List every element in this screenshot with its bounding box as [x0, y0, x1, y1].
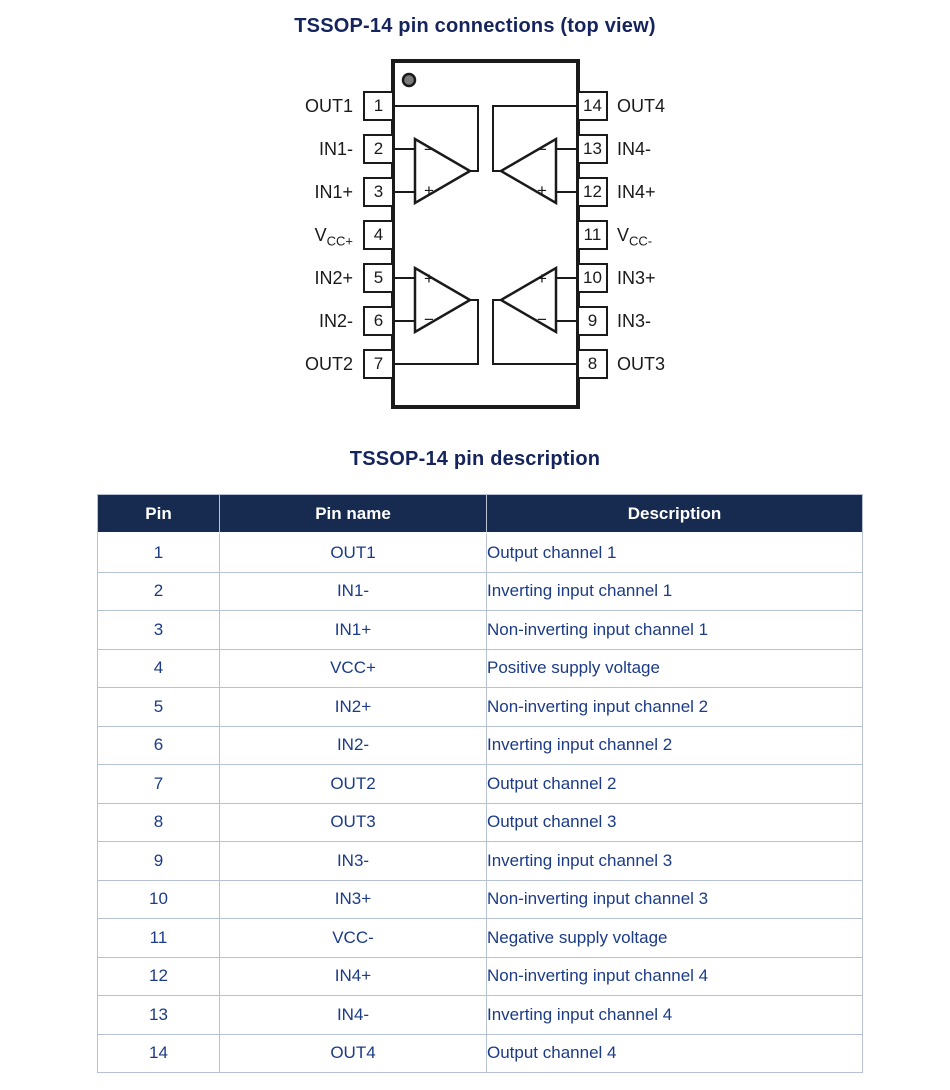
pin-name-cell: IN4+: [220, 957, 487, 996]
pin-label-in2-minus: IN2-: [318, 311, 353, 331]
pin-description-table: [97, 494, 863, 1073]
pin-name-cell: IN2+: [220, 687, 487, 726]
pin-cell: 4: [98, 649, 220, 688]
pin-label-in3-plus: IN3+: [617, 268, 656, 288]
package-artwork: [0, 55, 950, 420]
table-row: [98, 841, 862, 880]
pin-box-2: 2: [363, 134, 394, 164]
pin-name-cell: VCC-: [220, 918, 487, 957]
pin-name-cell: IN1+: [220, 610, 487, 649]
opamp2-plus-sign: +: [424, 269, 434, 288]
pin-name-cell: VCC+: [220, 649, 487, 688]
pin-name-cell: OUT4: [220, 1034, 487, 1073]
pin-box-12: 12: [577, 177, 608, 207]
pin-label-in3-minus: IN3-: [617, 311, 652, 331]
opamp1-minus-sign: −: [424, 140, 434, 159]
pin-box-10: 10: [577, 263, 608, 293]
table-row: [98, 649, 862, 688]
pin-cell: 6: [98, 726, 220, 765]
description-cell: Positive supply voltage: [487, 649, 862, 688]
description-cell: Inverting input channel 2: [487, 726, 862, 765]
description-cell: Output channel 3: [487, 803, 862, 842]
pin-name-cell: IN4-: [220, 995, 487, 1034]
opamp3-plus-sign: +: [537, 269, 547, 288]
pin-cell: 5: [98, 687, 220, 726]
header-pin-name: Pin name: [220, 495, 487, 534]
table-row: [98, 572, 862, 611]
pin-label-vcc-plus: [188, 220, 353, 250]
pin-box-5: 5: [363, 263, 394, 293]
table-row: [98, 726, 862, 765]
pin-label-in2-plus: IN2+: [314, 268, 353, 288]
pin-label-in4-plus: IN4+: [617, 182, 656, 202]
pin-box-4: 4: [363, 220, 394, 250]
vcc-plus-sub: CC+: [326, 233, 353, 249]
opamp4-plus-sign: +: [537, 181, 547, 200]
description-cell: Non-inverting input channel 1: [487, 610, 862, 649]
vcc-minus-sub: CC-: [629, 233, 653, 249]
pin-cell: 14: [98, 1034, 220, 1073]
pin-cell: 12: [98, 957, 220, 996]
description-cell: Output channel 4: [487, 1034, 862, 1073]
pin-cell: 2: [98, 572, 220, 611]
vcc-minus-base: V: [617, 225, 630, 245]
pin-box-13: 13: [577, 134, 608, 164]
description-cell: Inverting input channel 4: [487, 995, 862, 1034]
pin-box-11: 11: [577, 220, 608, 250]
pin-label-out2: OUT2: [304, 354, 353, 374]
table-row: [98, 880, 862, 919]
description-cell: Non-inverting input channel 3: [487, 880, 862, 919]
description-cell: Non-inverting input channel 4: [487, 957, 862, 996]
pin-box-6: 6: [363, 306, 394, 336]
pin-name-cell: IN3-: [220, 841, 487, 880]
table-row: [98, 764, 862, 803]
pin-label-in1-minus: IN1-: [318, 139, 353, 159]
pin-connections-diagram: [0, 55, 950, 420]
pin-name-cell: OUT3: [220, 803, 487, 842]
pin-description-title: TSSOP-14 pin description: [349, 448, 601, 470]
pin-box-8: 8: [577, 349, 608, 379]
pin-box-7: 7: [363, 349, 394, 379]
table-row: [98, 803, 862, 842]
pin-name-cell: OUT1: [220, 534, 487, 572]
table-row: [98, 610, 862, 649]
opamp3-minus-sign: −: [537, 310, 547, 329]
pin-label-vcc-minus: [617, 220, 797, 250]
pin-box-1: 1: [363, 91, 394, 121]
pin-cell: 7: [98, 764, 220, 803]
pin-connections-title: TSSOP-14 pin connections (top view): [294, 15, 656, 37]
pin-label-out1: OUT1: [304, 96, 353, 116]
pin-cell: 11: [98, 918, 220, 957]
header-description: Description: [487, 495, 862, 534]
pin-box-9: 9: [577, 306, 608, 336]
description-cell: Output channel 1: [487, 542, 617, 562]
description-cell: Inverting input channel 3: [487, 841, 862, 880]
pin-box-14: 14: [577, 91, 608, 121]
opamp2-minus-sign: −: [424, 310, 434, 329]
table-header-row: [98, 495, 862, 534]
pin-cell: 13: [98, 995, 220, 1034]
description-cell: Inverting input channel 1: [487, 572, 862, 611]
pin-box-3: 3: [363, 177, 394, 207]
table-row: [98, 1034, 862, 1073]
pin-name-cell: OUT2: [220, 764, 487, 803]
table-row: [98, 687, 862, 726]
pin-label-in4-minus: IN4-: [617, 139, 652, 159]
pin-cell: 9: [98, 841, 220, 880]
pin1-indicator-dot: [403, 74, 415, 86]
opamp1-plus-sign: +: [424, 181, 434, 200]
pin-cell: 3: [98, 610, 220, 649]
opamp3-triangle: [501, 268, 556, 332]
opamp4-minus-sign: −: [537, 140, 547, 159]
pin-name-cell: IN3+: [220, 880, 487, 919]
table-row: [98, 995, 862, 1034]
description-cell: Non-inverting input channel 2: [487, 687, 862, 726]
pin-cell: 8: [98, 803, 220, 842]
header-pin: Pin: [98, 495, 220, 534]
pin-cell: 1: [98, 534, 220, 572]
pin-label-in1-plus: IN1+: [314, 182, 353, 202]
pin-name-cell: IN1-: [220, 572, 487, 611]
description-cell: Negative supply voltage: [487, 918, 862, 957]
table-row: [98, 918, 862, 957]
pin-name-cell: IN2-: [220, 726, 487, 765]
vcc-plus-base: V: [314, 225, 327, 245]
table-row: [98, 534, 862, 572]
opamp4-triangle: [501, 139, 556, 203]
pin-label-out4: OUT4: [617, 96, 666, 116]
table-row: [98, 957, 862, 996]
description-cell: Output channel 2: [487, 764, 862, 803]
package-outline: [393, 61, 578, 407]
pin-label-out3: OUT3: [617, 354, 666, 374]
pin-cell: 10: [98, 880, 220, 919]
